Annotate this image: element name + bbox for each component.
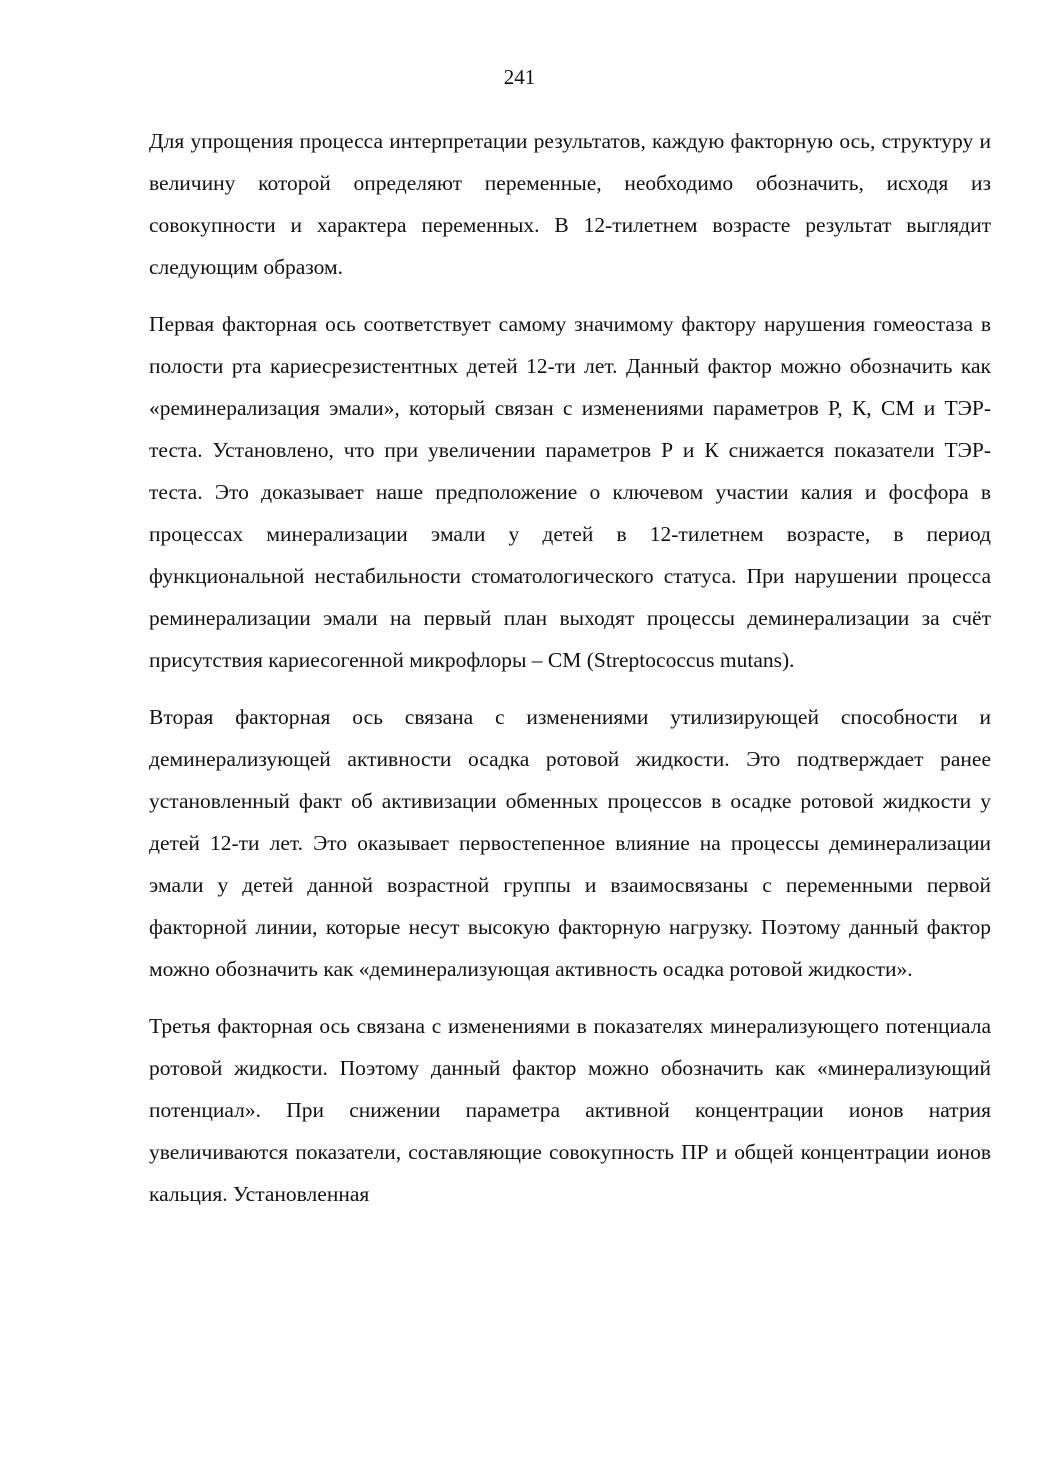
paragraph-1: Для упрощения процесса интерпретации результатов, каждую факторную ось, структуру и величину которой определяют переменные, необходимо обозначить, исходя из совокупности и характера переменных. В 12-тилетнем возрасте результат выглядит следующим образом.: [149, 129, 991, 279]
body-text: [149, 120, 991, 1230]
paragraph-3: Вторая факторная ось связана с изменениями утилизирующей способности и деминерализующей активности осадка ротовой жидкости. Это подтверждает ранее установленный факт об активизации обменных процессов в осадке ротовой жидкости у детей 12-ти лет. Это оказывает первостепенное влияние на процессы деминерализации эмали у детей данной возрастной группы и взаимосвязаны с переменными первой факторной линии, которые несут высокую факторную нагрузку. Поэтому данный фактор можно обозначить как «деминерализующая активность осадка ротовой жидкости».: [149, 705, 991, 981]
page-number: 241: [503, 65, 536, 89]
paragraph-4: Третья факторная ось связана с изменениями в показателях минерализующего потенциала ротовой жидкости. Поэтому данный фактор можно обозначить как «минерализующий потенциал». При снижении параметра активной концентрации ионов натрия увеличиваются показатели, составляющие совокупность ПР и общей концентрации ионов кальция. Установленная: [149, 1014, 991, 1206]
paragraph-2: Первая факторная ось соответствует самому значимому фактору нарушения гомеостаза в полости рта кариесрезистентных детей 12-ти лет. Данный фактор можно обозначить как «реминерализация эмали», который связан с изменениями параметров Р, К, СМ и ТЭР-теста. Установлено, что при увеличении параметров Р и К снижается показатели ТЭР-теста. Это доказывает наше предположение о ключевом участии калия и фосфора в процессах минерализации эмали у детей в 12-тилетнем возрасте, в период функциональной нестабильности стоматологического статуса. При нарушении процесса реминерализации эмали на первый план выходят процессы деминерализации за счёт присутствия кариесогенной микрофлоры – СМ (Streptococcus mutans).: [149, 312, 991, 672]
